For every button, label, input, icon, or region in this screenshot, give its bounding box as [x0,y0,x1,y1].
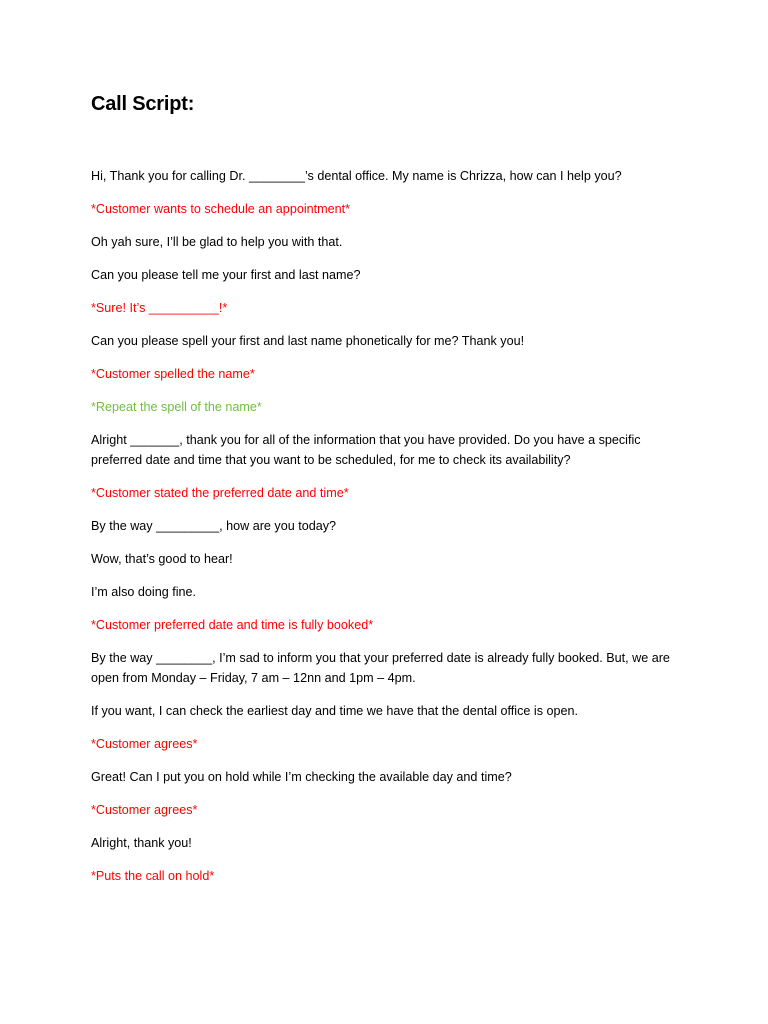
customer-action-line: *Customer preferred date and time is fully booked* [91,618,374,632]
script-line: If you want, I can check the earliest day and time we have that the dental office is open. [91,704,579,718]
agent-action-line: *Repeat the spell of the name* [91,400,262,414]
script-line: Great! Can I put you on hold while I’m checking the available day and time? [91,770,512,784]
script-line-greeting: Hi, Thank you for calling Dr. ________’s dental office. My name is Chrizza, how can I help you? [91,169,622,183]
customer-action-line: *Customer wants to schedule an appointment* [91,202,351,216]
script-line: Can you please spell your first and last name phonetically for me? Thank you! [91,334,525,348]
customer-action-line: *Puts the call on hold* [91,869,215,883]
customer-action-line: *Customer spelled the name* [91,367,255,381]
script-line: Can you please tell me your first and last name? [91,268,361,282]
page-title: Call Script: [91,93,195,115]
script-line: I’m also doing fine. [91,585,197,599]
customer-action-line: *Customer stated the preferred date and time* [91,486,349,500]
script-line: Wow, that’s good to hear! [91,552,233,566]
script-line: Oh yah sure, I’ll be glad to help you with that. [91,235,343,249]
script-line: Alright, thank you! [91,836,192,850]
customer-action-line: *Customer agrees* [91,803,198,817]
script-line: Alright _______, thank you for all of the information that you have provided. Do you have a specific preferred date and time that you want to be scheduled, for me to check its availability? [91,433,641,467]
script-line: By the way _________, how are you today? [91,519,337,533]
script-line: By the way ________, I’m sad to inform you that your preferred date is already fully booked. But, we are open from Monday – Friday, 7 am – 12nn and 1pm – 4pm. [91,651,670,685]
customer-action-line: *Customer agrees* [91,737,198,751]
customer-action-line: *Sure! It’s __________!* [91,301,228,315]
